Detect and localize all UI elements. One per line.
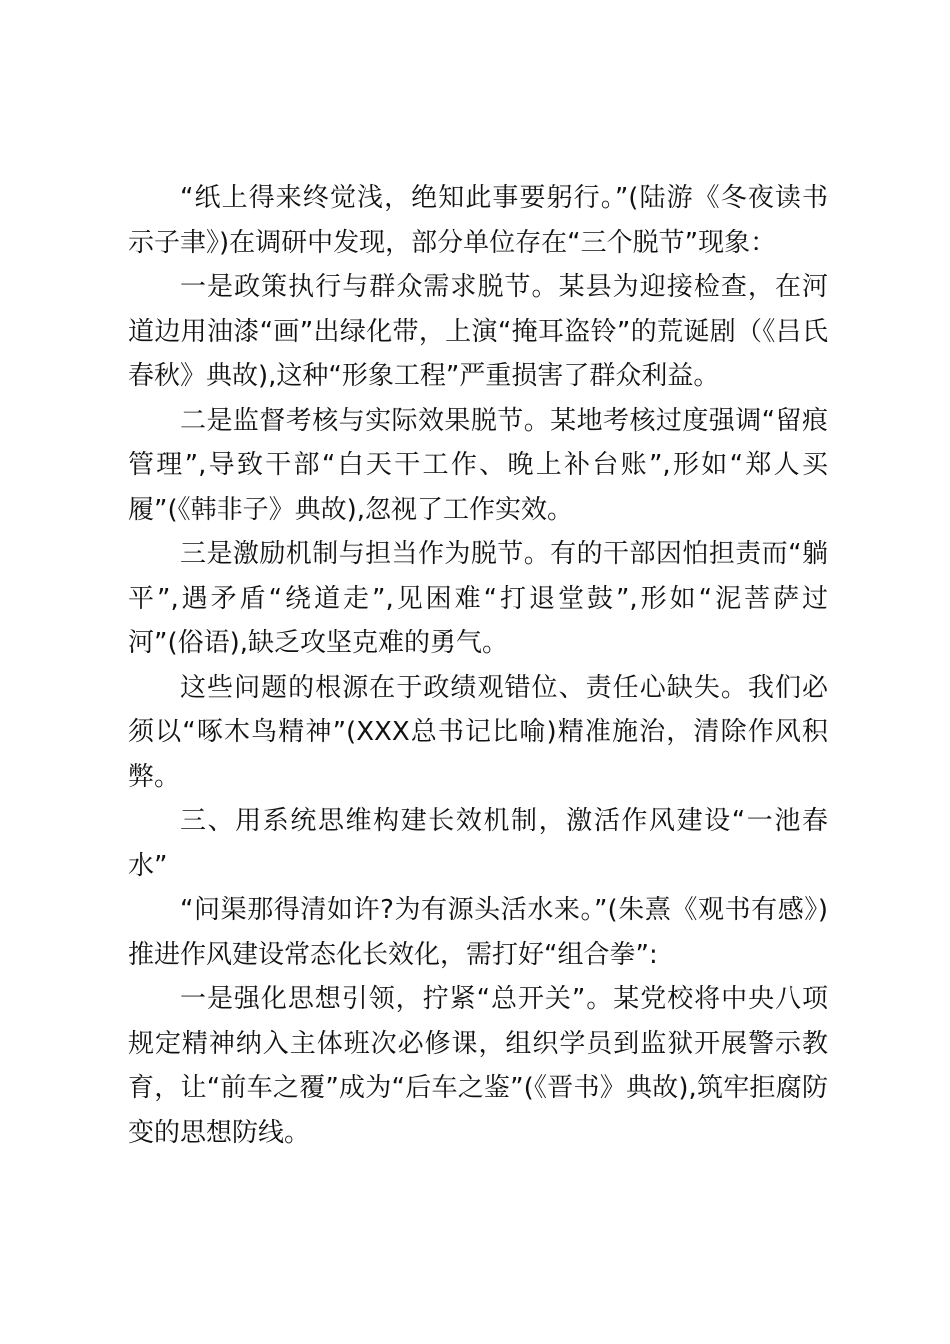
section-heading-three: 三、用系统思维构建长效机制，激活作风建设“一池春水” [128, 806, 828, 881]
paragraph-incentive-disconnect: 三是激励机制与担当作为脱节。有的干部因怕担责而“躺平”,遇矛盾“绕道走”,见困难“打退堂鼓”,形如“泥菩萨过河”(俗语),缺乏攻坚克难的勇气。 [128, 539, 828, 658]
paragraph-ideological-guidance: 一是强化思想引领，拧紧“总开关”。某党校将中央八项规定精神纳入主体班次必修课，组织学员到监狱开展警示教育，让“前车之覆”成为“后车之鉴”(《晋书》典故),筑牢拒腐防变的思想防线。 [128, 984, 828, 1148]
paragraph-supervision-disconnect: 二是监督考核与实际效果脱节。某地考核过度强调“留痕管理”,导致干部“白天干工作、晚上补台账”,形如“郑人买履”(《韩非子》典故),忽视了工作实效。 [128, 405, 828, 525]
paragraph-quote-zhuxi: “问渠那得清如许?为有源头活水来。”(朱熹《观书有感》)推进作风建设常态化长效化，需打好“组合拳”: [128, 895, 828, 970]
paragraph-policy-disconnect: 一是政策执行与群众需求脱节。某县为迎接检查，在河道边用油漆“画”出绿化带，上演“掩耳盗铃”的荒诞剧（《吕氏春秋》典故),这种“形象工程”严重损害了群众利益。 [128, 272, 828, 391]
paragraph-root-cause: 这些问题的根源在于政绩观错位、责任心缺失。我们必须以“啄木鸟精神”(XXX总书记比喻)精准施治，清除作风积弊。 [128, 672, 828, 792]
paragraph-quote-luyou: “纸上得来终觉浅，绝知此事要躬行。”(陆游《冬夜读书示子聿》)在调研中发现，部分单位存在“三个脱节”现象： [128, 183, 828, 258]
document-body [128, 176, 828, 1155]
